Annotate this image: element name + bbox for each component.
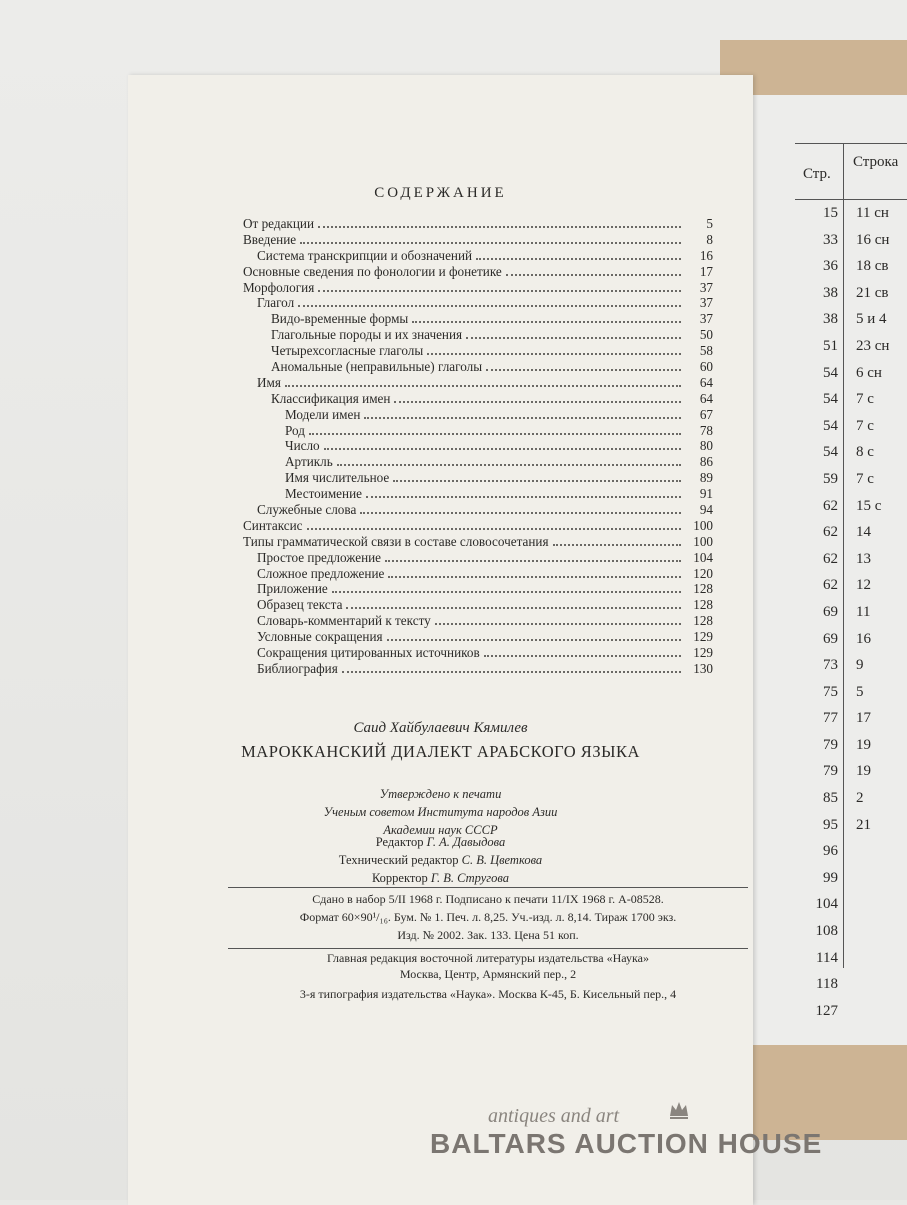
toc-entry [243, 629, 713, 645]
toc-entry-page: 67 [699, 406, 713, 422]
errata-page-number: 51 [823, 337, 838, 354]
credits [128, 833, 753, 887]
toc-entry [243, 407, 713, 423]
watermark-brand: BALTARS AUCTION HOUSE [430, 1128, 823, 1159]
toc-entry-page: 86 [699, 454, 713, 470]
errata-page-number: 33 [823, 231, 838, 248]
toc-entry-label: Библиография [257, 660, 338, 676]
toc-entry [243, 216, 713, 232]
toc-leader-dots [393, 480, 681, 482]
toc-entry-page: 64 [699, 390, 713, 406]
errata-line-ref: 8 с [856, 444, 874, 461]
toc-entry [243, 518, 713, 534]
errata-page-number: 77 [823, 710, 838, 727]
toc-entry [243, 359, 713, 375]
errata-page-number: 15 [823, 205, 838, 221]
tech-editor-name: С. В. Цветкова [461, 853, 543, 867]
errata-page-number: 38 [823, 311, 838, 328]
toc-entry-label: Синтаксис [243, 517, 303, 533]
errata-line-ref: 21 [856, 816, 871, 833]
toc-entry [243, 597, 713, 613]
toc-entry-label: Классификация имен [271, 390, 391, 406]
toc-entry-page: 37 [699, 295, 713, 311]
toc-entry-page: 128 [693, 613, 713, 629]
toc-entry-page: 60 [699, 359, 713, 375]
toc-entry-page: 100 [693, 533, 713, 549]
toc-entry-page: 130 [693, 660, 713, 676]
toc-entry-page: 50 [699, 327, 713, 343]
proofreader-role: Корректор [371, 871, 428, 885]
book-title: МАРОККАНСКИЙ ДИАЛЕКТ АРАБСКОГО ЯЗЫКА [241, 742, 640, 761]
toc-entry [243, 566, 713, 582]
errata-page-number: 62 [823, 577, 838, 594]
toc-entry [243, 280, 713, 296]
toc-leader-dots [484, 655, 681, 657]
toc-entry [243, 502, 713, 518]
toc-entry [243, 645, 713, 661]
errata-line-ref: 5 [856, 683, 864, 700]
toc-entry [243, 391, 713, 407]
toc-entry-label: Введение [243, 231, 297, 247]
errata-line-ref: 16 [856, 630, 871, 647]
tech-editor-credit [128, 851, 753, 869]
proofreader-name: Г. В. Стругова [430, 871, 510, 885]
publisher-line: Москва, Центр, Армянский пер., 2 [399, 967, 577, 981]
toc-entry [243, 486, 713, 502]
toc-entry-page: 37 [699, 311, 713, 327]
toc-leader-dots [412, 321, 681, 323]
errata-page-number: 108 [815, 923, 838, 940]
toc-entry-label: Система транскрипции и обозначений [257, 247, 473, 263]
errata-page-number: 54 [823, 417, 838, 434]
errata-page-number: 114 [816, 949, 838, 966]
errata-line-ref: 7 с [856, 470, 874, 487]
crown-icon [668, 1100, 690, 1120]
toc-entry-label: Сложное предложение [257, 565, 385, 581]
toc-leader-dots [332, 591, 681, 593]
errata-line-ref: 6 сн [856, 364, 882, 381]
toc-entry [243, 264, 713, 280]
errata-line-ref: 21 св [856, 284, 889, 301]
errata-header-divider [843, 144, 844, 199]
errata-line-ref: 7 с [856, 391, 874, 408]
toc-entry [243, 470, 713, 486]
toc-entry [243, 661, 713, 677]
toc-leader-dots [394, 401, 681, 403]
errata-page-number: 118 [816, 976, 838, 993]
errata-line-ref: 9 [856, 657, 864, 674]
toc-entry-page: 8 [706, 231, 713, 247]
errata-page-number: 127 [815, 1002, 838, 1019]
errata-page-number: 95 [823, 816, 838, 833]
toc-leader-dots [285, 385, 681, 387]
toc-leader-dots [364, 417, 681, 419]
editor-role: Редактор [375, 835, 424, 849]
imprint-box [228, 887, 748, 949]
toc-leader-dots [318, 226, 681, 228]
toc-entry-page: 58 [699, 343, 713, 359]
editor-name: Г. А. Давыдова [426, 835, 506, 849]
errata-line-ref: 11 [856, 603, 871, 620]
toc-leader-dots [307, 528, 681, 530]
errata-line-ref: 23 сн [856, 337, 890, 354]
toc-entry-label: Имя [257, 374, 281, 390]
errata-col-line: Строка [853, 154, 899, 170]
imprint-line: Сдано в набор 5/II 1968 г. Подписано к печати 11/IX 1968 г. А-08528. [312, 892, 664, 906]
errata-page-number: 54 [823, 444, 838, 461]
toc-leader-dots [309, 433, 681, 435]
toc-entry-page: 120 [693, 565, 713, 581]
toc-leader-dots [476, 258, 681, 260]
toc-entry [243, 613, 713, 629]
editor-credit [128, 833, 753, 851]
errata-page-number: 54 [823, 364, 838, 381]
approval-line: Утверждено к печати [379, 787, 502, 801]
approval-note [128, 785, 753, 839]
toc-entry-page: 78 [699, 422, 713, 438]
errata-line-ref: 11 сн [856, 205, 889, 221]
toc-entry [243, 343, 713, 359]
toc-entry-label: Четырехсогласные глаголы [271, 343, 424, 359]
toc-entry [243, 311, 713, 327]
errata-col-page: Стр. [803, 166, 831, 182]
author-name: Саид Хайбулаевич Кямилев [353, 720, 528, 736]
toc-entry [243, 295, 713, 311]
toc-entry [243, 423, 713, 439]
toc-leader-dots [298, 305, 681, 307]
toc-entry-label: Видо-временные формы [271, 311, 409, 327]
toc-entry [243, 534, 713, 550]
toc-entry-label: Типы грамматической связи в составе словосочетания [243, 533, 549, 549]
toc-entry-label: Модели имен [285, 406, 361, 422]
toc-entry-page: 64 [699, 374, 713, 390]
toc-leader-dots [553, 544, 681, 546]
toc-entry-label: Сокращения цитированных источников [257, 645, 480, 661]
toc-entry [243, 248, 713, 264]
toc-leader-dots [346, 607, 681, 609]
toc-entry-label: Основные сведения по фонологии и фонетике [243, 263, 502, 279]
toc-leader-dots [324, 448, 681, 450]
watermark-tagline: antiques and art [488, 1105, 620, 1127]
approval-line: Ученым советом Института народов Азии [323, 805, 558, 819]
toc-leader-dots [486, 369, 681, 371]
proofreader-credit [128, 869, 753, 887]
errata-page-number: 59 [823, 470, 838, 487]
errata-page-number: 79 [823, 763, 838, 780]
errata-line-ref: 16 сн [856, 231, 890, 248]
toc-entry-label: Глагол [257, 295, 295, 311]
toc-leader-dots [342, 671, 681, 673]
toc-entry-label: Приложение [257, 581, 328, 597]
toc-leader-dots [366, 496, 681, 498]
toc-entry-page: 5 [706, 216, 713, 231]
errata-line-ref: 7 с [856, 417, 874, 434]
toc-entry-page: 17 [699, 263, 713, 279]
toc-leader-dots [427, 353, 681, 355]
toc-entry-page: 129 [693, 629, 713, 645]
toc-entry-page: 129 [693, 645, 713, 661]
toc-entry-page: 104 [693, 549, 713, 565]
toc-entry-label: Служебные слова [257, 502, 357, 518]
toc-entry-page: 37 [699, 279, 713, 295]
errata-page-number: 104 [815, 896, 838, 913]
toc-entry-page: 94 [699, 502, 713, 518]
toc-leader-dots [466, 337, 681, 339]
toc-leader-dots [385, 560, 681, 562]
toc-entry-page: 91 [699, 486, 713, 502]
errata-line-column [856, 205, 907, 843]
toc-entry-label: Образец текста [257, 597, 343, 613]
publisher-info [228, 950, 748, 982]
errata-page-number: 73 [823, 657, 838, 674]
toc-title: СОДЕРЖАНИЕ [374, 185, 507, 201]
errata-page-number: 96 [823, 843, 838, 860]
errata-line-ref: 2 [856, 790, 864, 807]
toc-entry [243, 581, 713, 597]
errata-table-header [795, 143, 907, 200]
tech-editor-role: Технический редактор [338, 853, 459, 867]
toc-entry-label: От редакции [243, 216, 314, 231]
toc-leader-dots [337, 464, 681, 466]
toc-leader-dots [360, 512, 681, 514]
errata-line-ref: 17 [856, 710, 871, 727]
toc-leader-dots [388, 576, 681, 578]
errata-page-number: 99 [823, 869, 838, 886]
toc-leader-dots [506, 274, 681, 276]
errata-line-ref: 14 [856, 524, 871, 541]
errata-page-number: 62 [823, 550, 838, 567]
toc-entry-page: 128 [693, 597, 713, 613]
errata-line-ref: 15 с [856, 497, 882, 514]
toc-entry-label: Простое предложение [257, 549, 382, 565]
toc-entry-label: Условные сокращения [257, 629, 383, 645]
toc-leader-dots [318, 290, 681, 292]
table-of-contents [243, 216, 713, 677]
toc-entry [243, 375, 713, 391]
watermark [430, 1100, 850, 1170]
toc-leader-dots [387, 639, 681, 641]
toc-leader-dots [300, 242, 681, 244]
toc-entry [243, 454, 713, 470]
errata-line-ref: 5 и 4 [856, 311, 887, 328]
toc-entry [243, 550, 713, 566]
errata-line-ref: 19 [856, 736, 871, 753]
errata-page-number: 75 [823, 683, 838, 700]
toc-entry-label: Местоимение [285, 486, 362, 502]
toc-entry-page: 89 [699, 470, 713, 486]
errata-page-number: 69 [823, 630, 838, 647]
errata-page-number: 54 [823, 391, 838, 408]
approval-line: Академии наук СССР [383, 823, 498, 837]
publisher-line: Главная редакция восточной литературы издательства «Наука» [327, 951, 649, 965]
errata-page-column [800, 205, 844, 1029]
toc-entry-label: Число [285, 438, 320, 454]
toc-entry-page: 100 [693, 517, 713, 533]
toc-entry-label: Имя числительное [285, 470, 390, 486]
errata-page-number: 79 [823, 736, 838, 753]
errata-page-number: 69 [823, 603, 838, 620]
errata-page-number: 36 [823, 258, 838, 275]
errata-line-ref: 18 св [856, 258, 889, 275]
toc-entry-label: Словарь-комментарий к тексту [257, 613, 431, 629]
errata-line-ref: 13 [856, 550, 871, 567]
book-page [128, 75, 753, 1205]
toc-entry [243, 438, 713, 454]
toc-leader-dots [435, 623, 681, 625]
toc-entry-label: Глагольные породы и их значения [271, 327, 463, 343]
errata-page-number: 85 [823, 790, 838, 807]
errata-page-number: 62 [823, 524, 838, 541]
imprint-line: Изд. № 2002. Зак. 133. Цена 51 коп. [397, 928, 579, 942]
toc-entry-label: Аномальные (неправильные) глаголы [271, 359, 483, 375]
toc-entry-label: Морфология [243, 279, 315, 295]
toc-entry [243, 327, 713, 343]
errata-line-ref: 12 [856, 577, 871, 594]
imprint-line: Формат 60×90¹/₁₆. Бум. № 1. Печ. л. 8,25. Уч.-изд. л. 8,14. Тираж 1700 экз. [299, 910, 677, 924]
errata-page-number: 38 [823, 284, 838, 301]
errata-page-number: 62 [823, 497, 838, 514]
toc-entry-label: Род [285, 422, 305, 438]
toc-entry-page: 16 [699, 247, 713, 263]
toc-entry-label: Артикль [285, 454, 333, 470]
toc-entry-page: 80 [699, 438, 713, 454]
errata-line-ref: 19 [856, 763, 871, 780]
toc-entry-page: 128 [693, 581, 713, 597]
printer-info: 3-я типография издательства «Наука». Москва К-45, Б. Кисельный пер., 4 [299, 987, 677, 1001]
toc-entry [243, 232, 713, 248]
